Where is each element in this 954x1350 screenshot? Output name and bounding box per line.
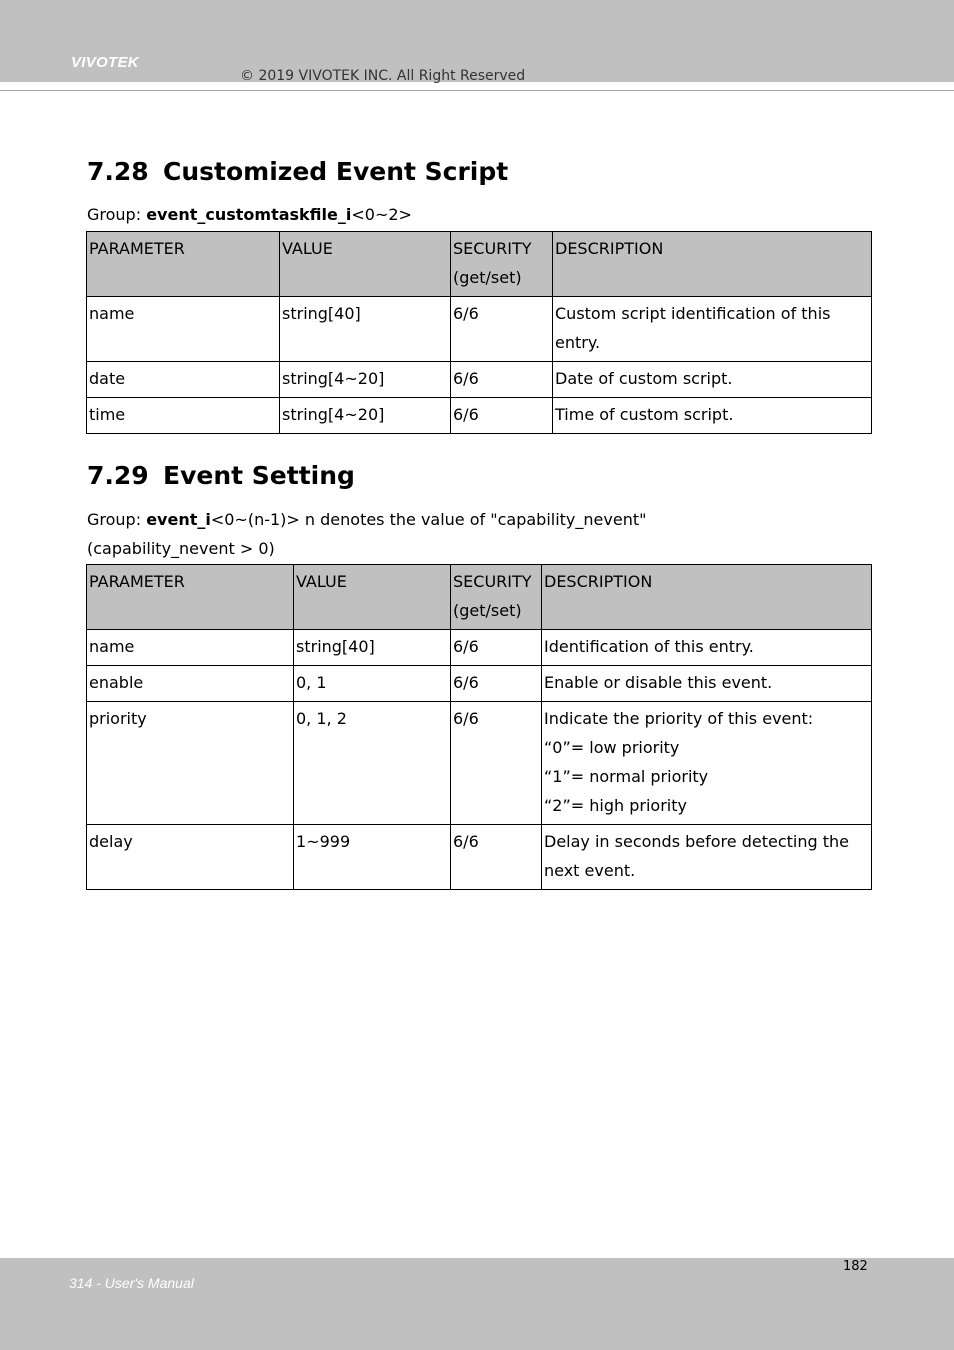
section-title: Event Setting bbox=[163, 461, 355, 490]
group-line bbox=[87, 510, 646, 529]
group-suffix: <0~(n-1)> n denotes the value of "capability_nevent" bbox=[210, 510, 647, 529]
column-header: VALUE bbox=[294, 565, 451, 630]
value-cell: 0, 1, 2 bbox=[294, 702, 451, 825]
security-cell: 6/6 bbox=[451, 666, 542, 702]
column-header: PARAMETER bbox=[87, 232, 280, 297]
parameter-cell: enable bbox=[87, 666, 294, 702]
group-line bbox=[87, 205, 412, 224]
value-cell: string[4~20] bbox=[280, 398, 451, 434]
page-header bbox=[0, 0, 954, 82]
section-heading-7-28 bbox=[87, 157, 508, 186]
brand-logo: VIVOTEK bbox=[71, 54, 139, 71]
parameter-cell: delay bbox=[87, 825, 294, 890]
column-header: PARAMETER bbox=[87, 565, 294, 630]
parameter-table-event bbox=[86, 564, 872, 890]
column-header: DESCRIPTION bbox=[542, 565, 872, 630]
description-cell: Identification of this entry. bbox=[542, 630, 872, 666]
value-cell: string[4~20] bbox=[280, 362, 451, 398]
group-suffix: <0~2> bbox=[351, 205, 412, 224]
table-row bbox=[87, 630, 872, 666]
group-name: event_i bbox=[146, 510, 211, 529]
parameter-cell: date bbox=[87, 362, 280, 398]
table-row bbox=[87, 297, 872, 362]
value-cell: 1~999 bbox=[294, 825, 451, 890]
section-title: Customized Event Script bbox=[163, 157, 509, 186]
section-number: 7.29 bbox=[87, 461, 149, 490]
parameter-cell: priority bbox=[87, 702, 294, 825]
description-cell: Time of custom script. bbox=[553, 398, 872, 434]
column-header: DESCRIPTION bbox=[553, 232, 872, 297]
description-cell: Date of custom script. bbox=[553, 362, 872, 398]
security-cell: 6/6 bbox=[451, 702, 542, 825]
group-note: (capability_nevent > 0) bbox=[87, 539, 275, 558]
section-number: 7.28 bbox=[87, 157, 149, 186]
description-cell: Custom script identification of this entry. bbox=[553, 297, 872, 362]
security-cell: 6/6 bbox=[451, 362, 553, 398]
table-row bbox=[87, 666, 872, 702]
table-row bbox=[87, 825, 872, 890]
description-cell: Enable or disable this event. bbox=[542, 666, 872, 702]
security-cell: 6/6 bbox=[451, 297, 553, 362]
table-row bbox=[87, 362, 872, 398]
description-cell: Indicate the priority of this event: “0”= low priority “1”= normal priority “2”= high priority bbox=[542, 702, 872, 825]
group-prefix: Group: bbox=[87, 510, 147, 529]
table-row bbox=[87, 702, 872, 825]
header-divider bbox=[0, 90, 954, 91]
table-row bbox=[87, 398, 872, 434]
description-cell: Delay in seconds before detecting the next event. bbox=[542, 825, 872, 890]
group-name: event_customtaskfile_i bbox=[146, 205, 352, 224]
parameter-cell: name bbox=[87, 297, 280, 362]
page-number: 182 bbox=[843, 1259, 868, 1274]
security-cell: 6/6 bbox=[451, 825, 542, 890]
page-footer bbox=[0, 1258, 954, 1350]
column-header: SECURITY (get/set) bbox=[451, 232, 553, 297]
manual-label: 314 - User's Manual bbox=[69, 1275, 194, 1291]
copyright-notice: © 2019 VIVOTEK INC. All Right Reserved bbox=[240, 68, 526, 84]
column-header: SECURITY (get/set) bbox=[451, 565, 542, 630]
parameter-cell: time bbox=[87, 398, 280, 434]
value-cell: 0, 1 bbox=[294, 666, 451, 702]
value-cell: string[40] bbox=[294, 630, 451, 666]
parameter-table-customtaskfile bbox=[86, 231, 872, 434]
group-prefix: Group: bbox=[87, 205, 147, 224]
column-header: VALUE bbox=[280, 232, 451, 297]
security-cell: 6/6 bbox=[451, 630, 542, 666]
security-cell: 6/6 bbox=[451, 398, 553, 434]
parameter-cell: name bbox=[87, 630, 294, 666]
section-heading-7-29 bbox=[87, 461, 355, 490]
value-cell: string[40] bbox=[280, 297, 451, 362]
table-header-row bbox=[87, 232, 872, 297]
table-header-row bbox=[87, 565, 872, 630]
